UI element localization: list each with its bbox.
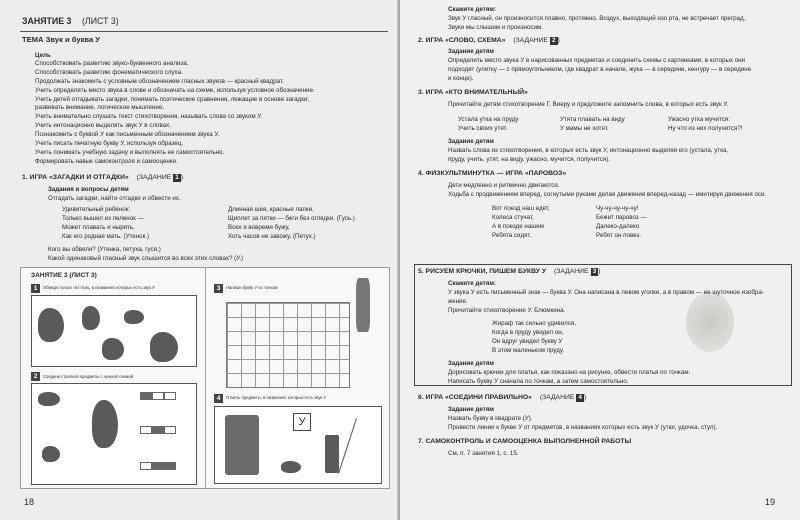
poem-line: У мамы не хотят. — [560, 125, 609, 132]
wardrobe-picture — [225, 415, 259, 475]
train-line: Бежит паровоз — — [596, 214, 647, 221]
goal-line: Учить интонационно выделять звук У в словах. — [35, 122, 171, 129]
lesson-sheet: (ЛИСТ 3) — [82, 16, 119, 26]
scheme-square — [152, 392, 164, 400]
ws-task4-box — [214, 406, 382, 484]
page-number-left: 18 — [24, 497, 35, 507]
task2-line: Определить место звука У в нарисованных предметах и соединить схемы с картинками, в которых они — [448, 57, 746, 64]
task3-sub: Задание детям — [448, 138, 494, 145]
poem-line: Устала утка на пруду — [458, 116, 519, 123]
writing-grid — [226, 302, 350, 388]
chair-picture — [325, 435, 339, 473]
scheme-square — [152, 426, 164, 434]
train-line: Ребят он повез. — [596, 232, 641, 239]
rooster-picture — [150, 332, 178, 362]
task1-heading: 1. ИГРА «ЗАГАДКИ И ОТГАДКИ» (ЗАДАНИЕ 1 ) — [22, 174, 184, 181]
worksheet-title: ЗАНЯТИЕ 3 (ЛИСТ 3) — [31, 272, 97, 279]
page-number-right: 19 — [765, 497, 776, 507]
poem-line: Утята плавать на виду — [560, 116, 625, 123]
task5-task-line: Написать букву У сначала по точкам, а затем самостоятельно. — [448, 378, 629, 385]
task3-text: Прочитайте детям стихотворение Г. Виеру и предложите запомнить слова, в которых есть звук У. — [448, 101, 729, 108]
task5-line: жение. — [448, 298, 468, 305]
question-line: Кого вы обвели? (Утенка, петуха, гуся.) — [48, 246, 161, 253]
left-page — [0, 0, 398, 520]
ws-task-number: 3 — [214, 284, 223, 293]
letter-box: У — [293, 413, 311, 431]
duck-picture — [38, 308, 64, 342]
riddle2-line: Всех я вовремя бужу, — [228, 224, 290, 231]
train-line: Ребята сидят. — [492, 232, 532, 239]
beetle-picture — [42, 446, 60, 462]
riddle1-line: Только вышел из пеленок — — [62, 215, 144, 222]
scheme-square — [140, 392, 152, 400]
scheme-square — [164, 426, 176, 434]
lesson-title: ЗАНЯТИЕ 3 — [22, 16, 72, 26]
task2-line: и конце). — [448, 75, 474, 82]
topic-heading: ТЕМА Звук и буква У — [22, 35, 101, 44]
task2-ref: (ЗАДАНИЕ — [513, 37, 548, 44]
train-line: Вот поезд наш едет, — [492, 205, 550, 212]
task3-task-line: пруду, учить, утят, на виду, ужасно, мучится, получится). — [448, 156, 611, 163]
task5-line: У звука У есть письменный знак — буква У. Она написана в левом уголке, а в правом — ее шуточное изобра- — [448, 289, 764, 296]
ws-task1-text: Обведи только тех птиц, в названиях которых есть звук У — [43, 285, 155, 290]
scheme-square — [152, 462, 164, 470]
goal-line: Познакомить с буквой У как письменным обозначением звука У. — [35, 131, 220, 138]
poem-u-line: Жираф так сильно удивился, — [492, 320, 576, 327]
task5-line: Прочитайте стихотворение У. Блюмкина. — [448, 307, 566, 314]
intro-line: Звук У гласный, он произносится плавно, протяжно. Воздух, выходящий изо рта, не встречает преград. — [448, 15, 746, 22]
train-line: Колеса стучат, — [492, 214, 534, 221]
task6-badge: 4 — [578, 394, 583, 401]
task5-title: 5. РИСУЕМ КРЮЧКИ, ПИШЕМ БУКВУ У — [418, 268, 547, 275]
kangaroo-picture — [92, 400, 118, 448]
task6-line: Провести линии к букве У от предметов, в названиях которых есть звук У (утюг, удочка, стул). — [448, 424, 718, 431]
poem-u-line: Когда в пруду увидел он, — [492, 329, 564, 336]
goal-line: Учить определять место звука в слове и обозначать на схеме, используя условное обозначение. — [35, 87, 315, 94]
intro-label: Скажите детям: — [448, 6, 496, 13]
task7-text: См. п. 7 занятия 1, с. 15. — [448, 450, 519, 457]
task6-title: 6. ИГРА «СОЕДИНИ ПРАВИЛЬНО» — [418, 394, 532, 401]
ws-task2-text: Соедини стрелкой предметы с нужной схемой — [43, 374, 133, 379]
crow-picture — [102, 338, 124, 360]
task4-line: Дети медленно и ритмично двигаются. — [448, 182, 560, 189]
task1-title: 1. ИГРА «ЗАГАДКИ И ОТГАДКИ» — [22, 174, 129, 181]
task2-title: 2. ИГРА «СЛОВО, СХЕМА» — [418, 37, 506, 44]
goal-line: Продолжать знакомить с условным обозначением гласных звуков — красный квадрат. — [35, 78, 284, 85]
task1-sub: Задания и вопросы детям — [48, 186, 129, 193]
task6-sub: Задание детям — [448, 406, 494, 413]
task6-line: Назвать букву в квадрате (У). — [448, 415, 533, 422]
riddle1-line: Может плавать и нырять, — [62, 224, 135, 231]
scheme-square — [140, 462, 152, 470]
fishing-rod-picture — [338, 418, 357, 473]
ws-task-number: 2 — [31, 372, 40, 381]
poem-line: Ну что из них получится?! — [668, 125, 743, 132]
task3-heading: 3. ИГРА «КТО ВНИМАТЕЛЬНЫЙ» — [418, 89, 528, 96]
task1-intro: Отгадать загадки, найти отгадки и обвести их. — [48, 195, 181, 202]
ws-task1-box — [31, 295, 197, 367]
goal-line: развивать внимание, логическое мышление. — [35, 104, 165, 111]
riddle2-line: Длинная шея, красные лапки, — [228, 206, 314, 213]
task6-ref: (ЗАДАНИЕ — [539, 394, 575, 401]
task1-badge: 1 — [175, 174, 179, 181]
task2-heading: 2. ИГРА «СЛОВО, СХЕМА» (ЗАДАНИЕ 2 ) — [418, 37, 560, 44]
goal-line: Способствовать развитию фонематического слуха. — [35, 69, 183, 76]
goal-line: Учить понимать учебную задачу и выполнять ее самостоятельно. — [35, 149, 225, 156]
goal-line: Учить внимательно слушать текст стихотворения, называть слова со звуком У. — [35, 113, 263, 120]
task5-ref: (ЗАДАНИЕ — [553, 268, 589, 275]
task5-task-line: Дорисовать крючки для платья, как показано на рисунке, обвести платья по точкам. — [448, 369, 691, 376]
task6-heading: 6. ИГРА «СОЕДИНИ ПРАВИЛЬНО» (ЗАДАНИЕ 4 ) — [418, 394, 587, 401]
task5-heading: 5. РИСУЕМ КРЮЧКИ, ПИШЕМ БУКВУ У (ЗАДАНИЕ 3 ) — [418, 268, 601, 275]
ws-task4-text: Отметь предметы, в названиях которых есть звук У — [226, 395, 327, 400]
ws-task-number: 1 — [31, 284, 40, 293]
ws-task3-text: Напиши букву У по точкам — [226, 285, 278, 290]
goal-line: Способствовать развитию звуко-буквенного анализа. — [35, 60, 189, 67]
goal-line: Формировать навык самоконтроля и самооценки. — [35, 158, 178, 165]
task5-badge: 3 — [592, 268, 597, 275]
task4-line: Ходьба с продвижением вперед, согнутыми руками делая движения вперед-назад — имитируя движения оси. — [448, 191, 767, 198]
task4-heading: 4. ФИЗКУЛЬТМИНУТКА — ИГРА «ПАРОВОЗ» — [418, 170, 567, 177]
train-line: А в поезде нашем — [492, 223, 544, 230]
question-line: Какой одинаковый гласный звук слышится во всех этих словах? (У.) — [48, 255, 244, 262]
train-line: Чу-чу-чу-чу-чу! — [596, 205, 639, 212]
goal-line: Учить писать печатную букву У, используя образец. — [35, 140, 184, 147]
poem-u-line: Он вдруг увидел букву У — [492, 338, 563, 345]
giraffe-illustration — [686, 292, 734, 352]
task5-label: Скажите детям: — [448, 280, 496, 287]
title-rule — [20, 31, 388, 32]
goal-line: Учить детей отгадывать загадки, понимать поэтические сравнения, лежащие в основе загадки; — [35, 96, 310, 103]
poem-line: Учить своих утят. — [458, 125, 508, 132]
task2-line: подходят (улитку — с прямоугольником, где квадрат в начале, жука — в середине, кенгуру — в середине — [448, 66, 752, 73]
iron-picture — [281, 461, 301, 473]
task3-task-line: Назвать слова из стихотворения, в которых есть звук У, интонационно выделяя его (устала, утка, — [448, 147, 729, 154]
worksheet-thumbnail — [20, 267, 390, 489]
riddle2-line: Хоть часов не завожу. (Петух.) — [228, 233, 316, 240]
ws-task2-box — [31, 383, 197, 485]
task1-ref: (ЗАДАНИЕ — [136, 174, 172, 181]
riddle1-line: Удивительный ребенок: — [62, 206, 131, 213]
worksheet-right-half — [206, 268, 389, 488]
right-page — [400, 0, 800, 520]
task7-heading: 7. САМОКОНТРОЛЬ И САМООЦЕНКА ВЫПОЛНЕННОЙ РАБОТЫ — [418, 438, 632, 445]
task2-sub: Задание детям — [448, 48, 494, 55]
scheme-square — [164, 462, 176, 470]
train-line: Далеко-далеко — [596, 223, 640, 230]
snail-picture — [38, 392, 60, 406]
worksheet-left-half — [21, 268, 206, 488]
riddle1-line: Как его родная мать. (Утенок.) — [62, 233, 150, 240]
scheme-square — [164, 392, 176, 400]
task5-sub: Задание детям — [448, 360, 494, 367]
small-bird-picture — [124, 310, 144, 324]
poem-line: Ужасно утка мучится: — [668, 116, 730, 123]
poem-u-line: В этом маленьком пруду. — [492, 347, 565, 354]
riddle2-line: Щиплет за пятки — беги без оглядки. (Гусь.) — [228, 215, 355, 222]
goal-label: Цель — [35, 52, 51, 59]
giraffe-picture — [356, 278, 370, 332]
ws-task-number: 4 — [214, 394, 223, 403]
scheme-square — [140, 426, 152, 434]
bird-picture — [82, 306, 100, 330]
task2-badge: 2 — [551, 37, 556, 44]
intro-line: Звуки мы слышим и произносим. — [448, 24, 543, 31]
